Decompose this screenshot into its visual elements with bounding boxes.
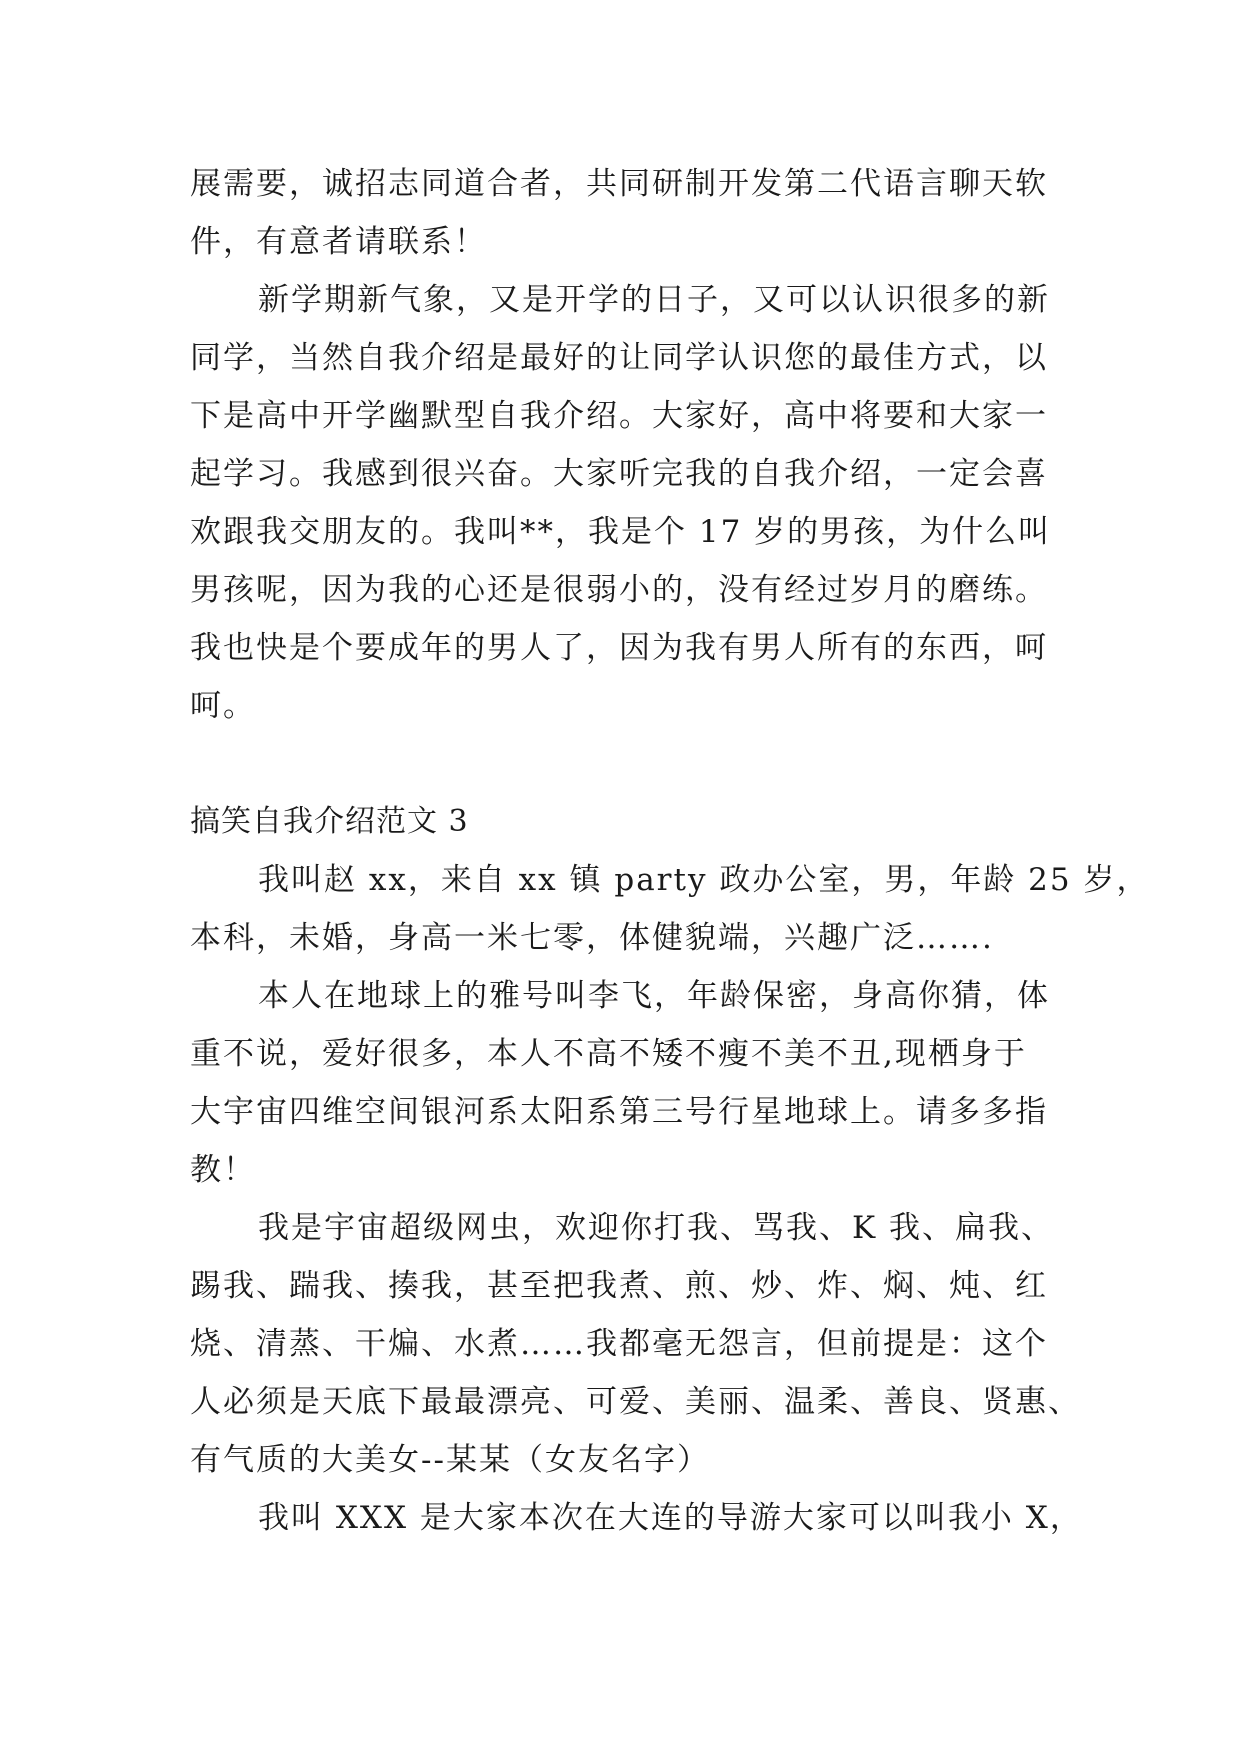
text-line: 起学习。我感到很兴奋。大家听完我的自我介绍，一定会喜 — [190, 456, 1048, 492]
paragraph-start: 我是宇宙超级网虫，欢迎你打我、骂我、K 我、扁我、 — [258, 1210, 1055, 1246]
text-line: 踢我、踹我、揍我，甚至把我煮、煎、炒、炸、焖、炖、红 — [190, 1268, 1048, 1304]
section-heading: 搞笑自我介绍范文 3 — [190, 804, 469, 839]
text-line: 件，有意者请联系！ — [190, 224, 487, 260]
paragraph-start: 新学期新气象，又是开学的日子，又可以认识很多的新 — [258, 282, 1050, 318]
text-line: 人必须是天底下最最漂亮、可爱、美丽、温柔、善良、贤惠、 — [190, 1384, 1081, 1420]
text-line: 同学，当然自我介绍是最好的让同学认识您的最佳方式，以 — [190, 340, 1048, 376]
text-line: 男孩呢，因为我的心还是很弱小的，没有经过岁月的磨练。 — [190, 572, 1048, 608]
text-line: 有气质的大美女--某某（女友名字） — [190, 1442, 710, 1478]
text-line: 本科，未婚，身高一米七零，体健貌端，兴趣广泛……. — [190, 920, 994, 956]
paragraph-start: 我叫 XXX 是大家本次在大连的导游大家可以叫我小 X， — [258, 1500, 1083, 1536]
text-line: 展需要，诚招志同道合者，共同研制开发第二代语言聊天软 — [190, 166, 1048, 202]
text-line: 烧、清蒸、干煸、水煮……我都毫无怨言，但前提是：这个 — [190, 1326, 1048, 1362]
text-line: 下是高中开学幽默型自我介绍。大家好，高中将要和大家一 — [190, 398, 1048, 434]
text-line: 呵。 — [190, 688, 256, 724]
text-line: 大宇宙四维空间银河系太阳系第三号行星地球上。请多多指 — [190, 1094, 1048, 1130]
text-line: 重不说，爱好很多，本人不高不矮不瘦不美不丑,现栖身于 — [190, 1036, 1027, 1072]
paragraph-start: 本人在地球上的雅号叫李飞，年龄保密，身高你猜，体 — [258, 978, 1050, 1014]
text-line: 欢跟我交朋友的。我叫**，我是个 17 岁的男孩，为什么叫 — [190, 514, 1052, 550]
text-line: 教！ — [190, 1152, 256, 1188]
paragraph-start: 我叫赵 xx，来自 xx 镇 party 政办公室，男，年龄 25 岁， — [258, 862, 1150, 898]
text-line: 我也快是个要成年的男人了，因为我有男人所有的东西，呵 — [190, 630, 1048, 666]
